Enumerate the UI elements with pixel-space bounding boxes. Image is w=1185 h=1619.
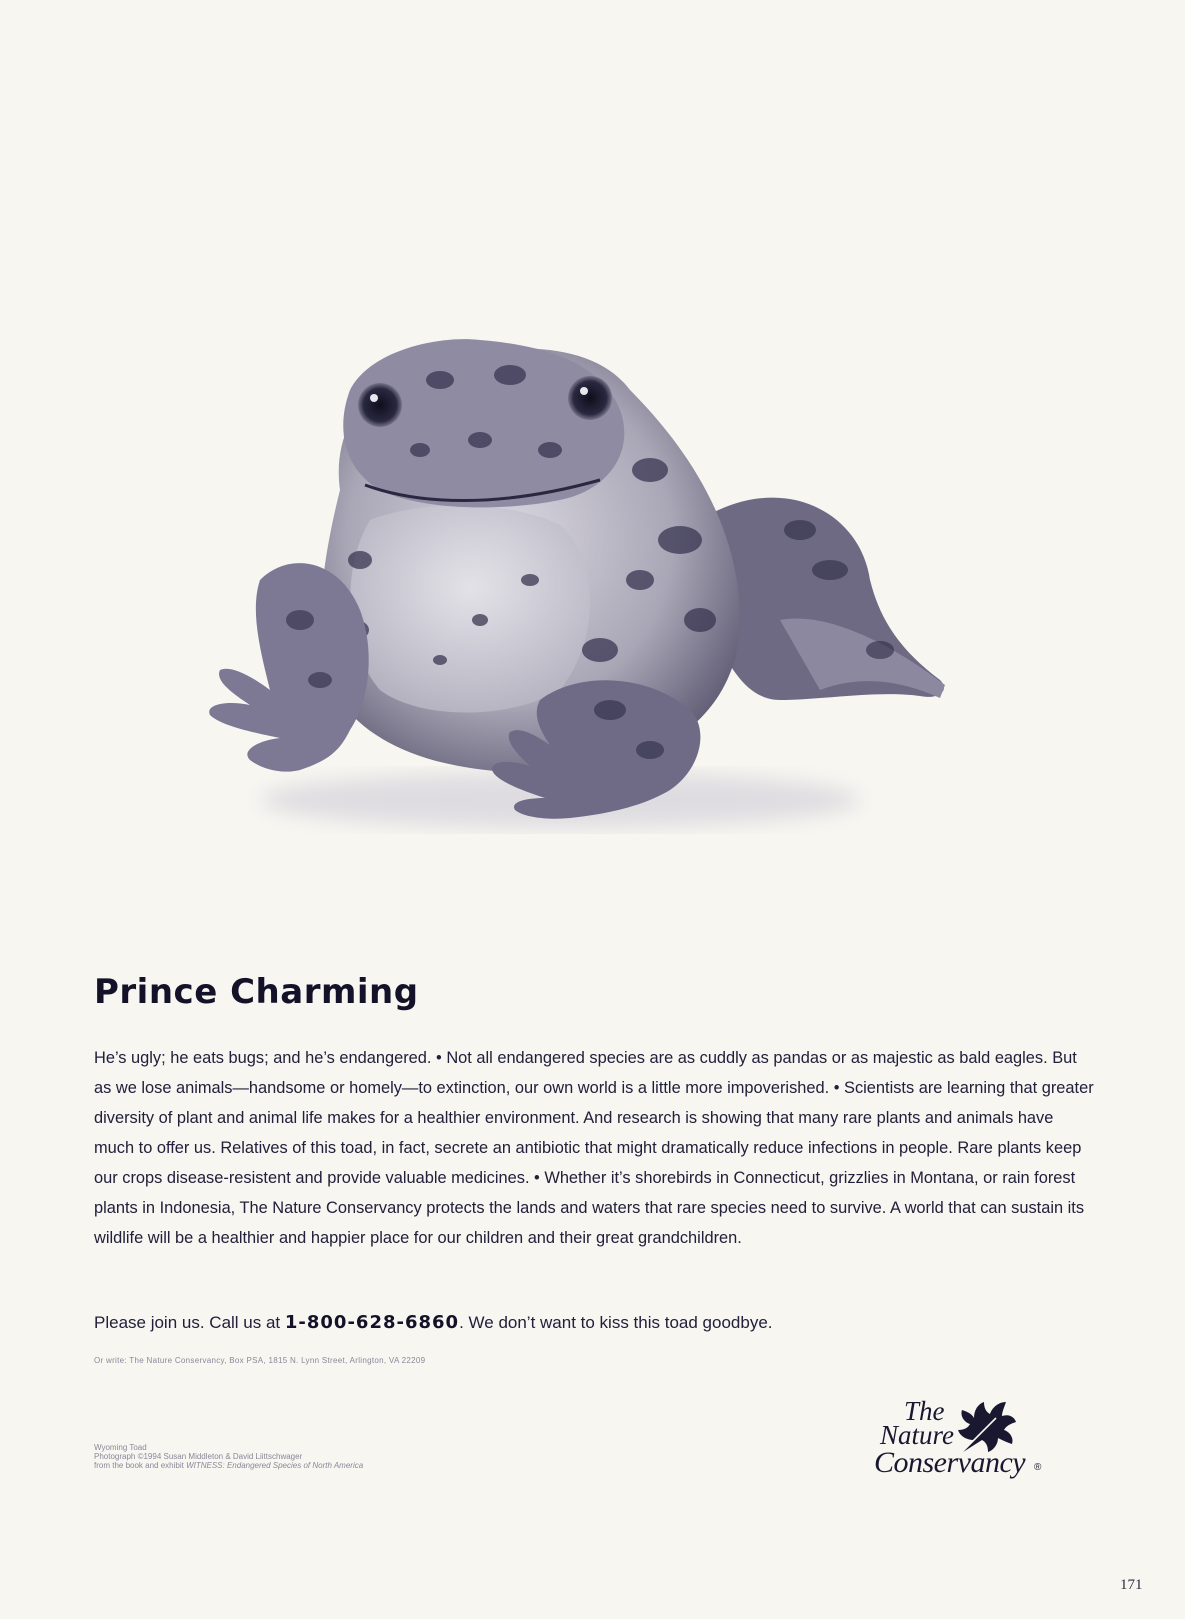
body-copy: He’s ugly; he eats bugs; and he’s endangered. • Not all endangered species are as cuddly as pandas or as majestic as bald eagles. But as we lose animals—handsome or homely—to extinction, our own world is a little more impoverished. • Scientists are learning that greater diversity of plant and animal life makes for a healthier environment. And research is showing that many rare plants and animals have much to offer us. Relatives of this toad, in fact, secrete an antibiotic that might dramatically reduce infections in people. Rare plants keep our crops disease-resistent and provide valuable medicines. • Whether it’s shorebirds in Connecticut, grizzlies in Montana, or rain forest plants in Indonesia, The Nature Conservancy protects the lands and waters that rare species need to survive. A world that can sustain its wildlife will be a healthier and happier place for our children and their great grandchildren. <box>94 1049 1094 1247</box>
toad-photograph <box>180 320 1000 880</box>
credit-photographers: Photograph ©1994 Susan Middleton & David Liittschwager <box>94 1452 303 1461</box>
credit-source-prefix: from the book and exhibit <box>94 1461 187 1470</box>
logo-word-conservancy: Conservancy <box>874 1446 1026 1479</box>
logo-word-nature: Nature <box>880 1420 954 1450</box>
logo-word-the: The <box>904 1396 945 1426</box>
page-number: 171 <box>1120 1577 1143 1593</box>
nature-conservancy-logo <box>874 1396 1044 1492</box>
credit-source-title: WITNESS: Endangered Species of North America <box>186 1461 364 1470</box>
photo-credit <box>94 1443 363 1470</box>
mailing-address: Or write: The Nature Conservancy, Box PSA, 1815 N. Lynn Street, Arlington, VA 22209 <box>94 1356 426 1365</box>
credit-source <box>94 1461 363 1470</box>
phone-number: 1-800-628-6860 <box>284 1312 460 1333</box>
registered-mark: ® <box>1034 1462 1042 1473</box>
headline: Prince Charming <box>94 972 419 1012</box>
credit-species: Wyoming Toad <box>94 1443 147 1452</box>
call-to-action <box>94 1312 1094 1333</box>
cta-text-after: . We don’t want to kiss this toad goodbye. <box>459 1313 773 1332</box>
cta-text-before: Please join us. Call us at <box>94 1313 285 1332</box>
